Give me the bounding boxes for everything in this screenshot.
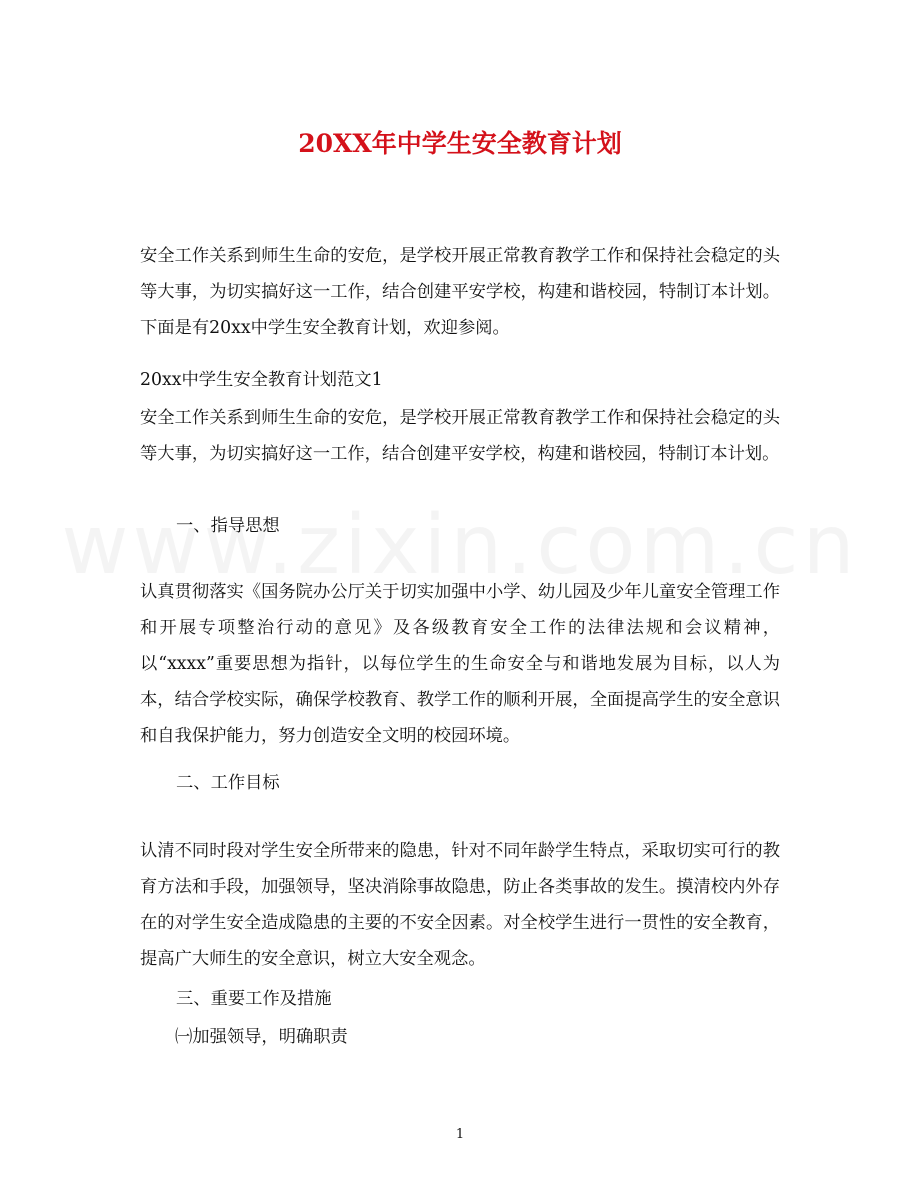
document-title: 20XX年中学生安全教育计划 bbox=[298, 129, 622, 158]
heading-key-measures: 三、重要工作及措施 bbox=[176, 989, 332, 1009]
paragraph-1: 安全工作关系到师生生命的安危，是学校开展正常教育教学工作和保持社会稳定的头等大事，为切实搞好这一工作，结合创建平安学校，构建和谐校园，特制订本计划。 bbox=[140, 408, 780, 464]
section-label: 20xx中学生安全教育计划范文1 bbox=[140, 370, 383, 390]
subheading-leadership: ㈠加强领导，明确职责 bbox=[175, 1027, 348, 1047]
page-number: 1 bbox=[455, 1127, 465, 1142]
heading-work-goals: 二、工作目标 bbox=[176, 773, 280, 793]
heading-guiding-ideology: 一、指导思想 bbox=[176, 516, 280, 536]
paragraph-3: 认清不同时段对学生安全所带来的隐患，针对不同年龄学生特点，采取切实可行的教育方法和手段，加强领导，坚决消除事故隐患，防止各类事故的发生。摸清校内外存在的对学生安全造成隐患的主要的不安全因素。对全校学生进行一贯性的安全教育，提高广大师生的安全意识，树立大安全观念。 bbox=[140, 841, 780, 969]
intro-paragraph: 安全工作关系到师生生命的安危，是学校开展正常教育教学工作和保持社会稳定的头等大事，为切实搞好这一工作，结合创建平安学校，构建和谐校园，特制订本计划。下面是有20xx中学生安全教育计划，欢迎参阅。 bbox=[140, 246, 780, 338]
paragraph-2: 认真贯彻落实《国务院办公厅关于切实加强中小学、幼儿园及少年儿童安全管理工作和开展专项整治行动的意见》及各级教育安全工作的法律法规和会议精神，以“xxxx”重要思想为指针，以每位学生的生命安全与和谐地发展为目标，以人为本，结合学校实际，确保学校教育、教学工作的顺利开展，全面提高学生的安全意识和自我保护能力，努力创造安全文明的校园环境。 bbox=[140, 582, 780, 746]
